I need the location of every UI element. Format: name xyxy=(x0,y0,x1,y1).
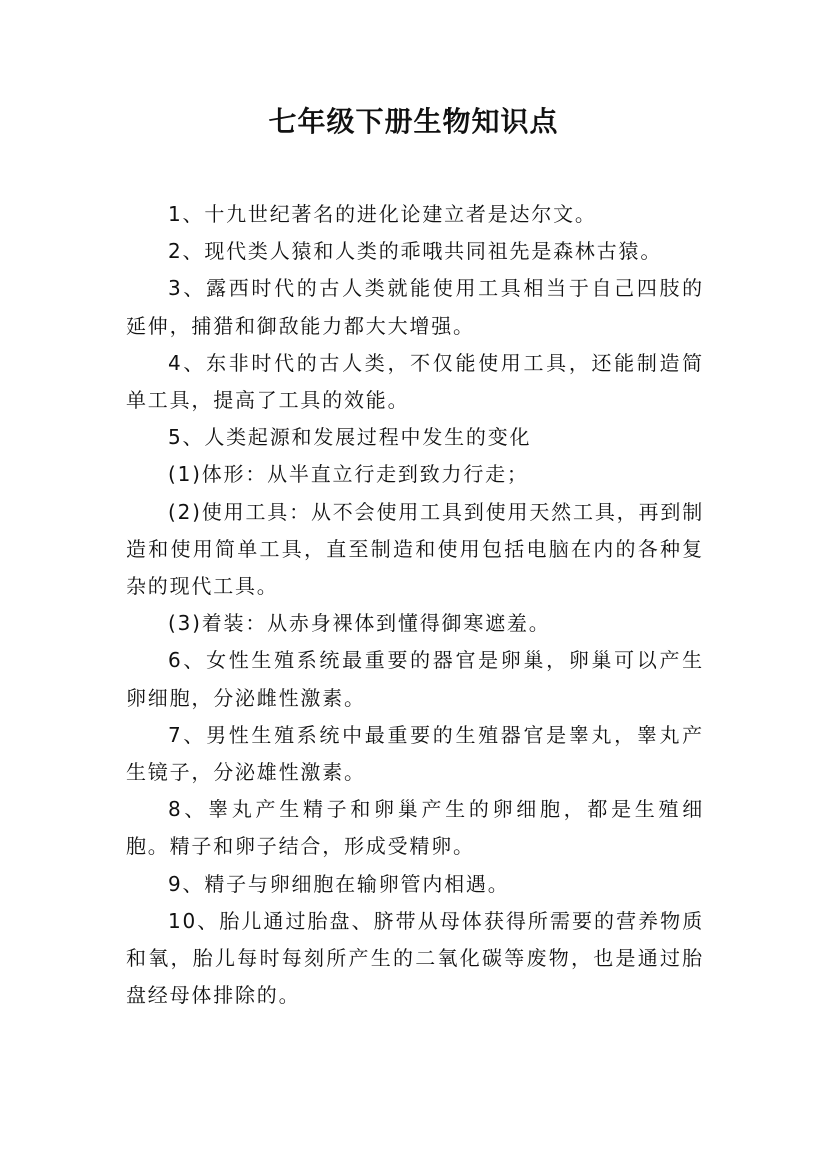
paragraph-9: 9、精子与卵细胞在输卵管内相遇。 xyxy=(168,871,510,896)
paragraph-4: 4、东非时代的古人类，不仅能使用工具，还能制造简单工具，提高了工具的效能。 xyxy=(126,350,704,413)
paragraph-10: 10、胎儿通过胎盘、脐带从母体获得所需要的营养物质和氧，胎儿每时每刻所产生的二氧化碳等废物，也是通过胎盘经母体排除的。 xyxy=(126,908,704,1008)
document-body xyxy=(126,196,704,1014)
paragraph-5-3: (3)着装：从赤身裸体到懂得御寒遮羞。 xyxy=(168,611,551,636)
paragraph-2: 2、现代类人猿和人类的乖哦共同祖先是森林古猿。 xyxy=(168,239,663,264)
paragraph-5-2: (2)使用工具：从不会使用工具到使用天然工具，再到制造和使用简单工具，直至制造和使用包括电脑在内的各种复杂的现代工具。 xyxy=(126,499,704,599)
paragraph-6: 6、女性生殖系统最重要的器官是卵巢，卵巢可以产生卵细胞，分泌雌性激素。 xyxy=(126,648,704,710)
paragraph-5-1: (1)体形：从半直立行走到致力行走； xyxy=(168,462,529,487)
paragraph-3: 3、露西时代的古人类就能使用工具相当于自己四肢的延伸，捕猎和御敌能力都大大增强。 xyxy=(126,276,704,338)
paragraph-8: 8、睾丸产生精子和卵巢产生的卵细胞，都是生殖细胞。精子和卵子结合，形成受精卵。 xyxy=(126,797,704,859)
paragraph-7: 7、男性生殖系统中最重要的生殖器官是睾丸，睾丸产生镜子，分泌雄性激素。 xyxy=(126,722,704,785)
paragraph-1: 1、十九世纪著名的进化论建立者是达尔文。 xyxy=(168,202,597,226)
paragraph-5: 5、人类起源和发展过程中发生的变化 xyxy=(168,425,532,450)
page-title: 七年级下册生物知识点 xyxy=(268,105,559,138)
